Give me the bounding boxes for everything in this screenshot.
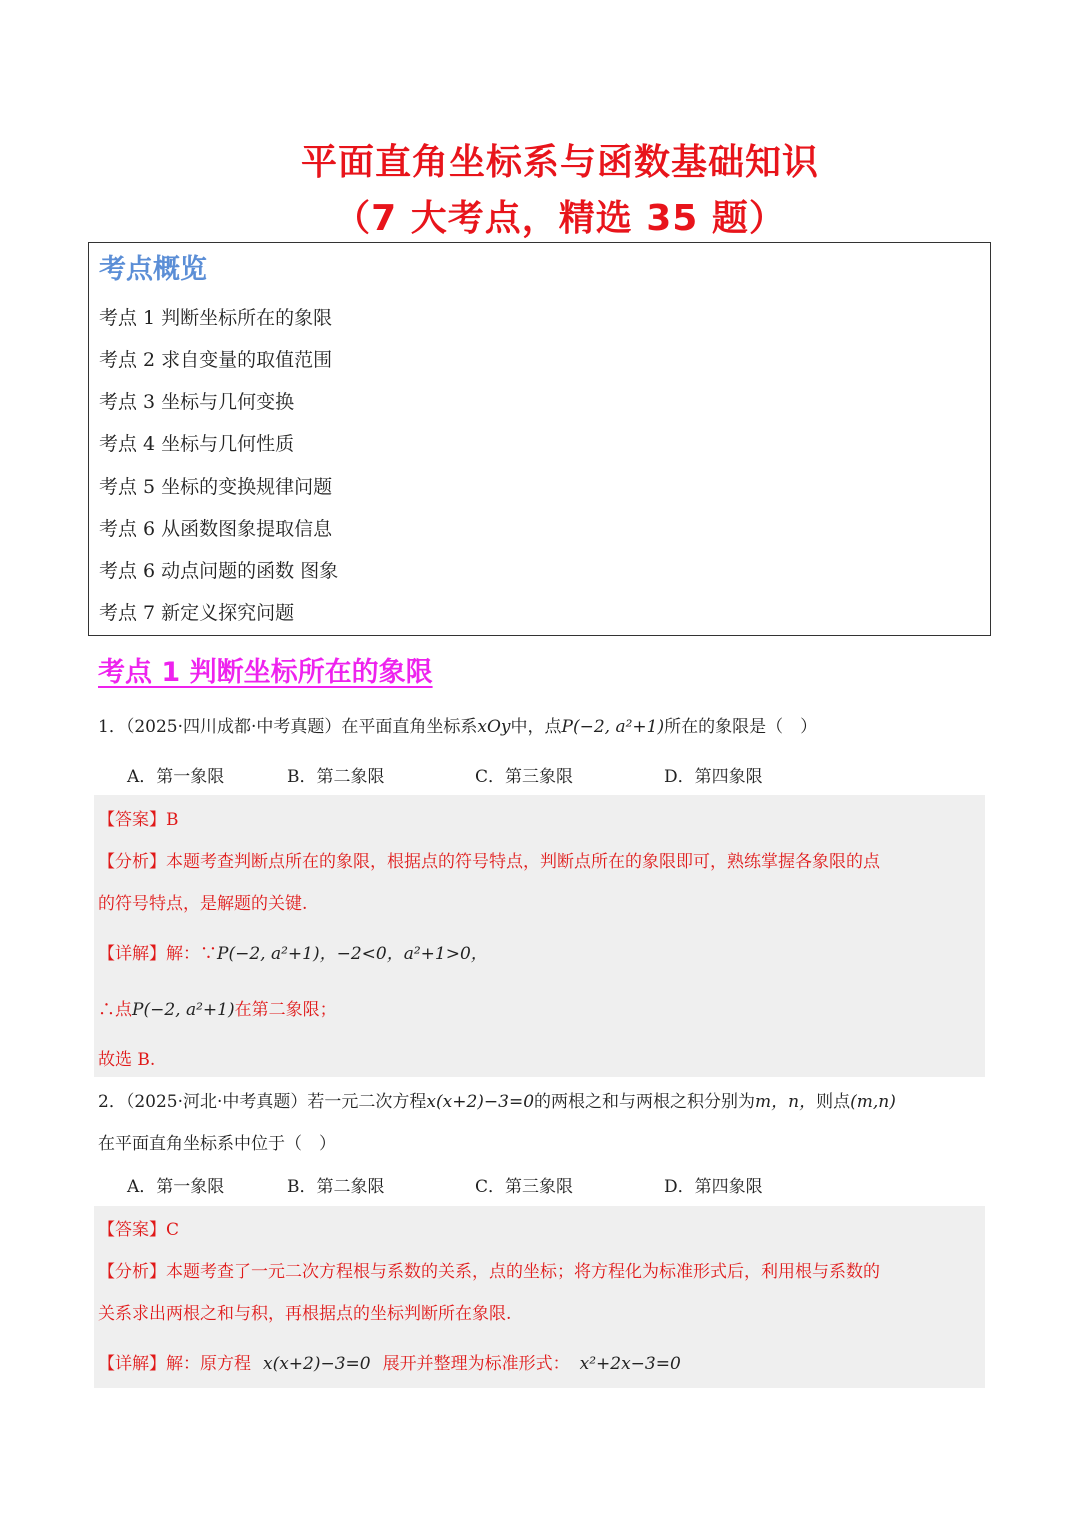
- overview-item: 考点 5 坐标的变换规律问题: [99, 476, 333, 498]
- q1-option-d: D．第四象限: [664, 767, 763, 787]
- overview-item: 考点 7 新定义探究问题: [99, 602, 295, 624]
- q2-detail-mid: 展开并整理为标准形式：: [382, 1354, 570, 1374]
- q2-point: (m,n): [850, 1092, 896, 1112]
- q2-mn: m，n，: [755, 1092, 817, 1112]
- q1-var: xOy: [477, 717, 511, 737]
- q2-stem-text: 则点: [816, 1092, 851, 1112]
- q2-detail-prefix: 【详解】解：原方程: [98, 1354, 251, 1374]
- q2-equation: x(x+2)−3=0: [426, 1092, 535, 1112]
- q1-stem-text: 所在的象限是（ ）: [664, 717, 818, 737]
- section-heading: 考点 1 判断坐标所在的象限: [98, 657, 433, 688]
- q1-conclusion: 故选 B.: [98, 1050, 156, 1070]
- overview-item: 考点 3 坐标与几何变换: [99, 391, 295, 413]
- question-2-stem-line2: 在平面直角坐标系中位于（ ）: [98, 1134, 336, 1154]
- overview-item: 考点 1 判断坐标所在的象限: [99, 307, 333, 329]
- q2-stem-text: 2．（2025·河北·中考真题）若一元二次方程: [98, 1092, 427, 1112]
- q1-analysis-line1: 【分析】本题考查判断点所在的象限，根据点的符号特点，判断点所在的象限即可，熟练掌握各象限的点: [98, 852, 880, 872]
- q2-option-b: B．第二象限: [287, 1177, 385, 1197]
- overview-item: 考点 4 坐标与几何性质: [99, 433, 295, 455]
- q1-detail: [98, 939, 488, 964]
- q2-option-d: D．第四象限: [664, 1177, 763, 1197]
- q1-therefore-prefix: ∴点: [98, 1000, 132, 1020]
- q1-option-a: A．第一象限: [127, 767, 225, 787]
- q1-point: P(−2, a²+1): [561, 717, 665, 737]
- question-1-stem: [98, 712, 817, 737]
- q2-analysis-line1: 【分析】本题考查了一元二次方程根与系数的关系，点的坐标；将方程化为标准形式后，利用根与系数的: [98, 1262, 880, 1282]
- q1-detail-math: P(−2, a²+1)，−2<0，a²+1>0，: [217, 944, 488, 964]
- q2-detail-eq2: x²+2x−3=0: [579, 1354, 681, 1374]
- q1-stem-text: 1．（2025·四川成都·中考真题）在平面直角坐标系: [98, 717, 478, 737]
- q1-stem-text: 中，点: [510, 717, 562, 737]
- q1-therefore-point: P(−2, a²+1): [132, 1000, 235, 1020]
- overview-heading: 考点概览: [99, 254, 207, 285]
- q1-answer-box: [94, 795, 985, 1077]
- q2-option-c: C．第三象限: [475, 1177, 574, 1197]
- q2-detail: [98, 1349, 681, 1374]
- question-2-stem: [98, 1087, 896, 1112]
- overview-item: 考点 6 从函数图象提取信息: [99, 518, 333, 540]
- q2-stem-text: 的两根之和与两根之积分别为: [534, 1092, 756, 1112]
- q1-option-c: C．第三象限: [475, 767, 574, 787]
- q2-analysis-line2: 关系求出两根之和与积，再根据点的坐标判断所在象限.: [98, 1304, 512, 1324]
- document-title: 平面直角坐标系与函数基础知识: [300, 142, 819, 183]
- q2-option-a: A．第一象限: [127, 1177, 225, 1197]
- document-subtitle: （7 大考点，精选 35 题）: [334, 198, 786, 239]
- q2-answer: 【答案】C: [98, 1220, 180, 1240]
- q1-answer: 【答案】B: [98, 810, 179, 830]
- q1-therefore: [98, 995, 337, 1020]
- q1-analysis-line2: 的符号特点，是解题的关键.: [98, 894, 308, 914]
- q1-therefore-suffix: 在第二象限；: [234, 1000, 337, 1020]
- q1-option-b: B．第二象限: [287, 767, 385, 787]
- q1-detail-prefix: 【详解】解：∵: [98, 944, 217, 964]
- overview-item: 考点 6 动点问题的函数 图象: [99, 560, 339, 582]
- overview-box: [88, 242, 991, 636]
- overview-item: 考点 2 求自变量的取值范围: [99, 349, 333, 371]
- q2-detail-eq1: x(x+2)−3=0: [263, 1354, 371, 1374]
